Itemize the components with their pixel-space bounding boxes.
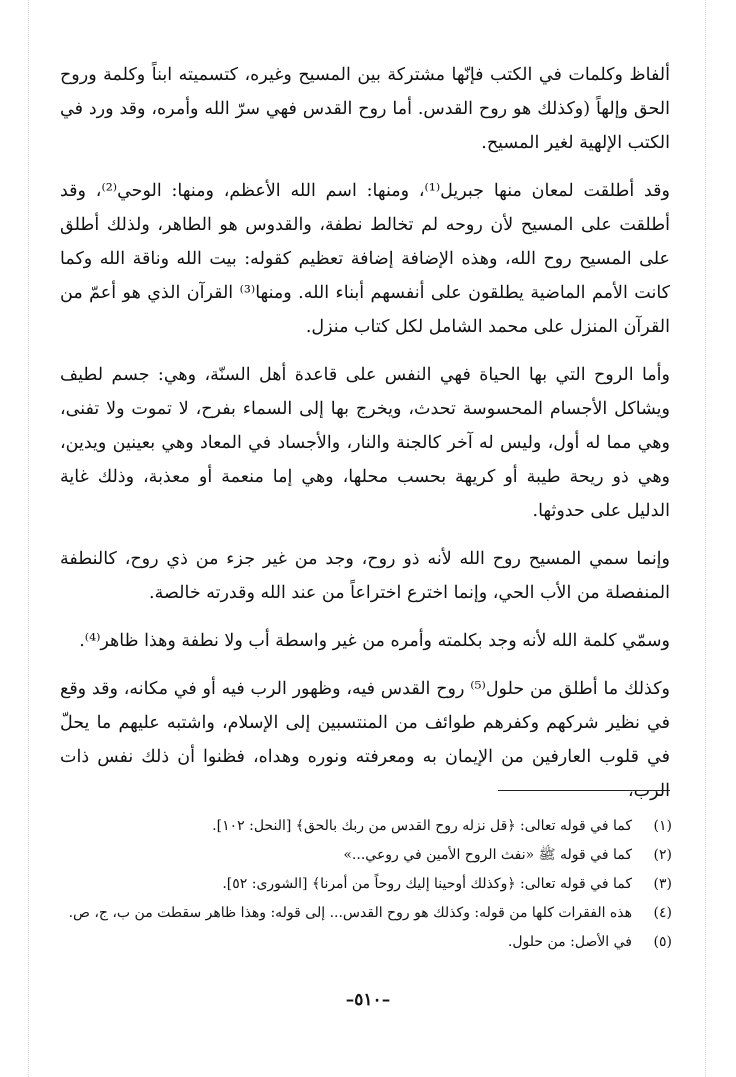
footnote-text: كما في قوله تعالى: ﴿قل نزله روح القدس من ربك بالحق﴾ [النحل: ١٠٢]. — [212, 818, 632, 834]
footnote-text: هذه الفقرات كلها من قوله: وكذلك هو روح القدس... إلى قوله: وهذا ظاهر سقطت من ب، ج، ص. — [68, 905, 632, 921]
footnote-5 — [60, 928, 672, 957]
footnote-2 — [60, 841, 672, 870]
paragraph-1: ألفاظ وكلمات في الكتب فإنّها مشتركة بين المسيح وغيره، كتسميته ابناً وكلمة وروح الحق وإلهاً (وكذلك هو روح القدس. أما روح القدس فهي سرّ الله وأمره، وقد ورد في الكتب الإلهية لغير المسيح. — [60, 65, 670, 153]
left-margin-guide — [28, 0, 29, 1077]
main-text — [60, 58, 670, 822]
footnote-4 — [60, 899, 672, 928]
paragraph-5: وسمّي كلمة الله لأنه وجد بكلمته وأمره من غير واسطة أب ولا نطفة وهذا ظاهر⁽⁴⁾. — [79, 631, 670, 651]
right-margin-guide — [705, 0, 706, 1077]
page-number-value: ٥١٠ — [354, 990, 382, 1010]
page-number-dash-left: – — [381, 990, 391, 1010]
footnote-1 — [60, 812, 672, 841]
footnote-number: (٣) — [653, 876, 672, 892]
paragraph-2: وقد أطلقت لمعان منها جبريل⁽¹⁾، ومنها: اسم الله الأعظم، ومنها: الوحي⁽²⁾، وقد أطلقت على المسيح لأن روحه لم تخالط نطفة، والقدوس هو الطاهر، ولذلك أطلق على المسيح روح الله، وهذه الإضافة إضافة تعظيم كقوله: بيت الله وناقة الله وكما كانت الأمم الماضية يطلقون على أنفسهم أبناء الله. ومنها⁽³⁾ القرآن الذي هو أعمّ من القرآن المنزل على محمد الشامل لكل كتاب منزل. — [60, 181, 670, 337]
page-number — [0, 990, 736, 1010]
paragraph-3: وأما الروح التي بها الحياة فهي النفس على قاعدة أهل السنّة، وهي: جسم لطيف ويشاكل الأجسام المحسوسة تحدث، ويخرج بها إلى السماء بفرح، لا تموت ولا تفنى، وهي مما له أول، وليس له آخر كالجنة والنار، والأجساد في المعاد وهي بعينين ويدين، وهي ذو ريحة طيبة أو كريهة بحسب محلها، وهي إما منعمة أو معذبة، وذلك غاية الدليل على حدوثها. — [60, 365, 670, 521]
paragraph-6: وكذلك ما أطلق من حلول⁽⁵⁾ روح القدس فيه، وظهور الرب فيه أو في مكانه، وقد وقع في نظير شركهم وكفرهم طوائف من المنتسبين إلى الإسلام، واشتبه عليهم ما يحلّ في قلوب العارفين من الإيمان به ومعرفته ونوره وهداه، فظنوا أن ذلك نفس ذات الرب، — [60, 679, 670, 801]
footnote-number: (١) — [653, 818, 672, 834]
footnote-text: كما في قوله ﷺ «نفث الروح الأمين في روعي...» — [343, 847, 632, 863]
footnote-divider — [498, 790, 670, 791]
paragraph-4: وإنما سمي المسيح روح الله لأنه ذو روح، وجد من غير جزء من ذي روح، كالنطفة المنفصلة من الأب الحي، وإنما اخترع اختراعاً من عند الله وقدرته خالصة. — [60, 549, 670, 603]
footnote-text: كما في قوله تعالى: ﴿وكذلك أوحينا إليك روحاً من أمرنا﴾ [الشورى: ٥٢]. — [222, 876, 632, 892]
footnote-number: (٤) — [653, 905, 672, 921]
footnote-3 — [60, 870, 672, 899]
footnotes — [60, 812, 672, 957]
footnote-text: في الأصل: من حلول. — [507, 934, 632, 950]
footnote-number: (٥) — [653, 934, 672, 950]
footnote-number: (٢) — [653, 847, 672, 863]
page-number-dash-right: – — [345, 990, 355, 1010]
